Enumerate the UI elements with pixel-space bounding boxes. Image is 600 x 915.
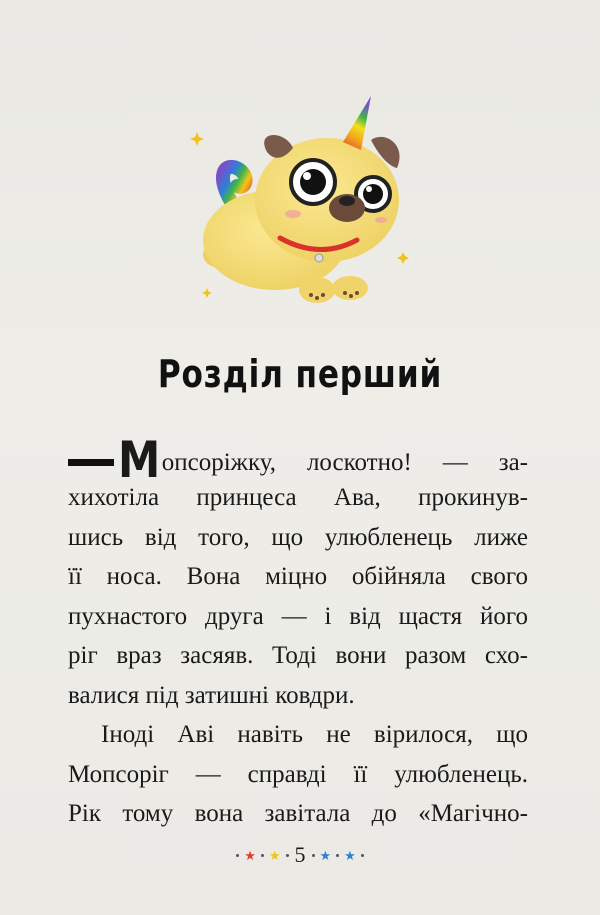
text-line: ріг враз засяяв. Тоді вони разом схо- [68,642,528,669]
star-icon: ★ [344,847,356,863]
star-icon: ★ [319,847,332,863]
text-line: хихотіла принцеса Ава, прокинув- [68,484,528,511]
first-line [68,431,528,489]
unicorn-pug-illustration [185,90,425,325]
page-footer [0,842,600,868]
text-line: пухнастого друга — і від щастя його [68,602,528,630]
first-line-text: опсоріжку, лоскотно! — за- [161,448,528,476]
text-line: Іноді Аві навіть не вірилося, що [101,721,528,748]
text-line: шись від того, що улюбленець лиже [68,523,528,551]
star-icon: ★ [268,847,281,863]
text-line: Рік тому вона завітала до «Магічно- [68,800,528,827]
page-number: 5 [294,842,306,867]
text-line: Мопсоріг — справді її улюбленець. [68,760,528,788]
drop-cap: М [118,431,161,489]
body-text [68,431,528,834]
footer-ornament-right [312,849,364,862]
footer-ornament-left [236,849,288,862]
rainbow-horn [343,96,371,150]
dialogue-dash [68,459,114,466]
text-line: валися під затишні ковдри. [68,681,355,709]
star-icon: ★ [244,847,256,863]
text-line: її носа. Вона міцно обійняла свого [68,563,528,590]
chapter-title: Розділ перший [157,352,443,396]
